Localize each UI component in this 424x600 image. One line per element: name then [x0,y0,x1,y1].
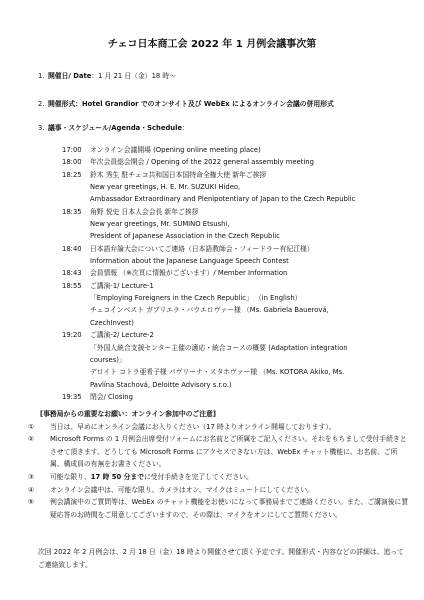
notice-text: 例会講演中のご質問等は、WebEx のチャット機能をお使いになって事務局までご連絡ください。また、ご講演後に質疑応答のお時間をご用意してございますので、その際は、マイクをオンにしてご質問ください。 [50,498,409,519]
notice-item [28,484,410,497]
schedule-time: 18:43 [62,269,82,278]
schedule-line: Information about the Japanese Language Speech Contest [90,257,289,266]
schedule-time: 18:00 [62,158,82,167]
schedule-time: 18:35 [62,207,82,216]
meeting-format [38,98,410,110]
circled-number: ③ [28,472,35,481]
next-meeting-note: 次回 2022 年 2 月例会は、2 月 18 日（金）18 時より開催させて頂く予定です。開催形式・内容などの詳細は、追ってご連絡致します。 [38,548,404,569]
schedule-entry [62,280,410,329]
schedule-line: courses)」 [90,355,126,364]
circled-number: ⑤ [28,498,35,507]
schedule-line: Ambassador Extraordinary and Plenipotentiary of Japan to the Czech Republic [90,195,356,204]
schedule-line: 会員情報 （※次頁に情報がございます）/ Member Information [90,269,288,278]
schedule-entry [62,391,410,403]
schedule-line: チェコインベスト ガブリエラ・バウエロヴァー様 （Ms. Gabriela Bauerová, [90,306,329,315]
schedule-entry [62,243,410,268]
schedule-time: 18:40 [62,244,82,253]
schedule-description [90,169,410,206]
meeting-date [38,70,410,82]
schedule-entry [62,329,410,391]
notice-text-tail: に受付手続きを完了してください。 [144,472,253,481]
schedule-time: 19:20 [62,331,82,340]
schedule-time: 17:00 [62,146,82,154]
notice-item [28,433,410,471]
schedule-line: New year greetings, H. E. Mr. SUZUKI Hideo, [90,183,241,192]
schedule-entry [62,206,410,243]
date-label: 開催日/ Date [48,72,92,80]
schedule-line: 鈴木 秀生 駐チェコ共和国日本国特命全権大使 新年ご挨拶 [90,170,267,179]
schedule-entry [62,169,410,206]
schedule-line: Pavlína Stachová, Deloitte Advisory s.r.o.) [90,380,232,389]
schedule-description [90,144,410,156]
notice-text: Microsoft Forms の 1 月例会出席受付フォームにお名前とご所属をご記入ください。それをもちまして受付手続きとさせて頂きます。どうしても Microsoft Forms にアクセスできない方は、WebEx チャット機能に、お名前、ご所属、構成員の有無をお書きください。 [50,435,407,469]
schedule-description [90,243,410,268]
schedule-description [90,156,410,168]
schedule-line: 閉会/ Closing [90,392,133,401]
schedule-line: ご講演-2/ Lecture-2 [90,331,154,340]
notice-text-lead: 可能な限り、 [50,472,91,481]
schedule-line: 年次会員総会開会 / Opening of the 2022 general assembly meeting [90,158,314,167]
schedule-line: オンライン会議開場 (Opening online meeting place) [90,146,261,154]
document-title: チェコ日本商工会 2022 年 1 月例会議事次第 [107,39,317,50]
schedule-description [90,391,410,403]
agenda-heading [38,122,410,134]
schedule-time: 18:55 [62,281,82,290]
circled-number: ① [28,422,35,431]
schedule-description [90,206,410,243]
section-number: 2. [38,100,45,108]
deadline-time: 17 時 50 分まで [90,472,144,481]
schedule-line: President of Japanese Association in the Czech Republic [90,232,280,241]
schedule-line: デロイト コトラ亜希子様 パヴリーナ・スタホヴァー様 （Ms. KOTORA Akiko, Ms. [90,368,345,377]
agenda-schedule [62,144,410,403]
notice-item [28,421,410,434]
schedule-description [90,267,410,279]
notice-text: 当日は、早めにオンライン会議にお入りください（17 時よりオンライン開場しております）。 [50,422,336,431]
circled-number: ④ [28,485,35,494]
section-number: 3. [38,124,45,132]
notice-text: オンライン会議中は、可能な限り、カメラはオン、マイクはミュートにしてください。 [50,485,314,494]
schedule-line: CzechInvest) [90,318,134,327]
secretariat-notice [28,408,410,521]
schedule-line: 角野 悦史 日本人会会長 新年ご挨拶 [90,207,199,216]
schedule-time: 18:25 [62,170,82,179]
agenda-colon: ： [182,124,189,132]
format-label: 開催形式：Hotel Grandior でのオンサイト及び WebEx によるオンライン会議の併用形式 [48,100,334,108]
schedule-description [90,280,410,329]
schedule-entry [62,156,410,168]
notice-item [28,496,410,521]
schedule-entry [62,144,410,156]
notice-heading: [事務局からの重要なお願い：オンライン参加中のご注意] [40,410,216,418]
agenda-label: 議事・スケジュール/Agenda・Schedule [48,124,183,132]
circled-number: ② [28,435,35,444]
schedule-description [90,329,410,391]
date-value: ：1 月 21 日（金）18 時～ [91,72,176,80]
schedule-line: ご講演-1/ Lecture-1 [90,281,154,290]
notice-text [50,471,410,484]
schedule-line: 「外国人統合支援センター主催の適応・統合コースの概要 (Adaptation integration [90,343,348,352]
schedule-time: 19:35 [62,392,82,401]
schedule-line: New year greetings, Mr. SUMINO Etsushi, [90,220,230,229]
schedule-line: 日本語弁論大会についてご連絡（日本語教師会・フィードラー有紀江様） [90,244,314,253]
section-number: 1. [38,72,45,80]
schedule-entry [62,267,410,279]
schedule-line: 「Employing Foreigners in the Czech Republic」 （in English） [90,294,302,303]
notice-item [28,471,410,484]
